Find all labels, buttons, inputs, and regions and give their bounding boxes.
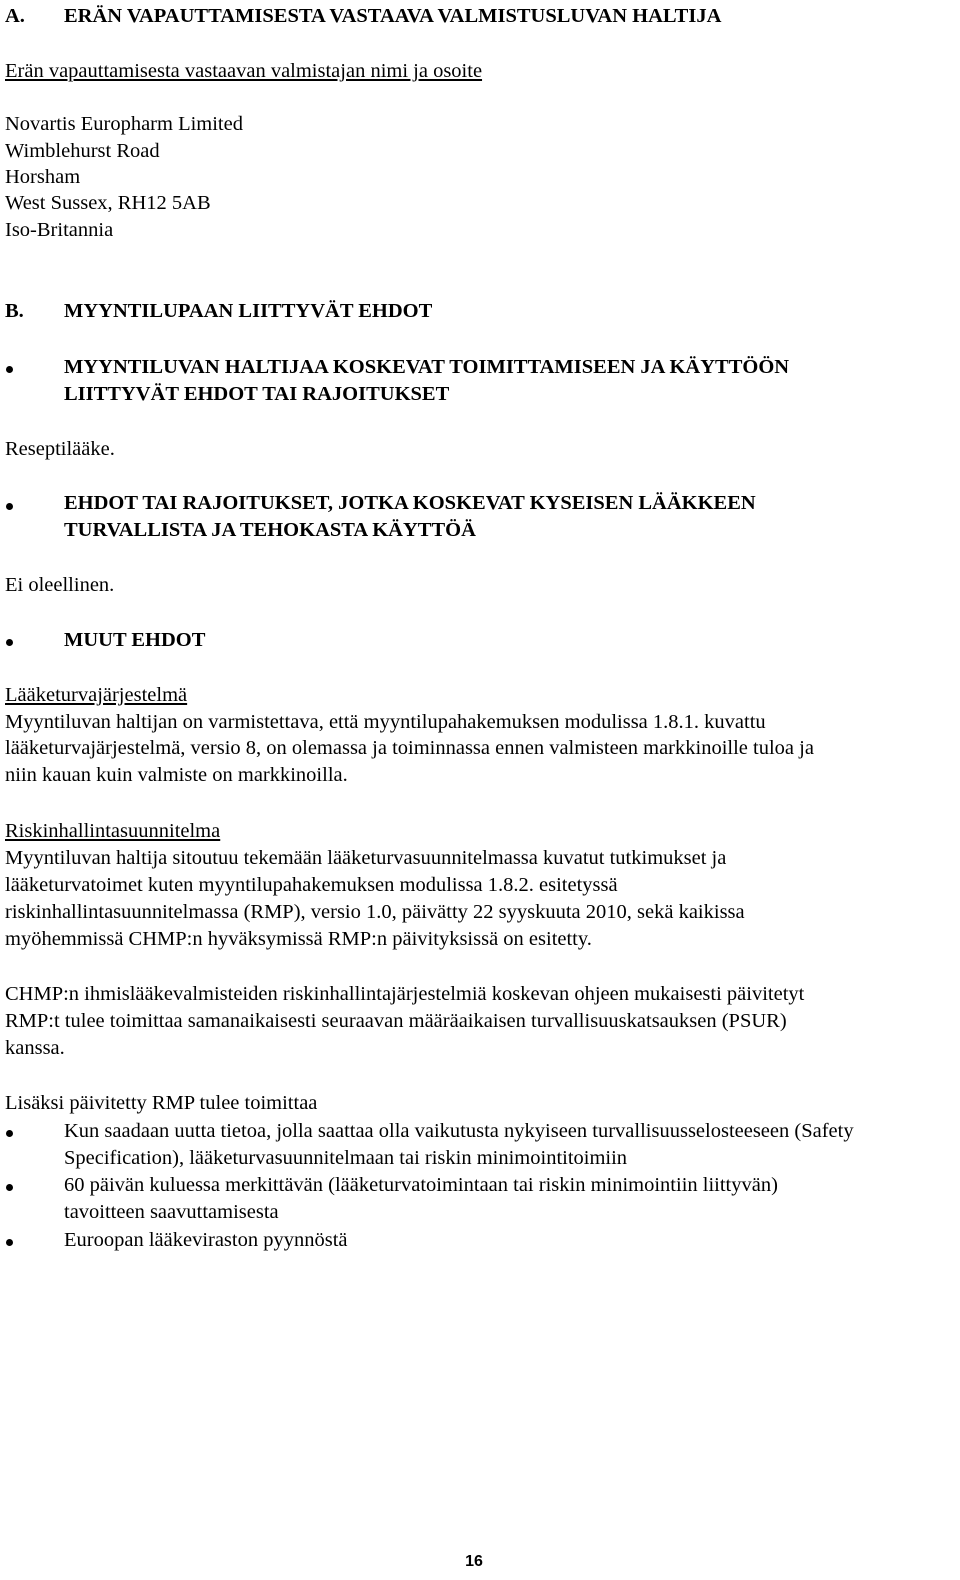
manufacturer-subheading: Erän vapauttamisesta vastaavan valmistajan nimi ja osoite — [5, 60, 483, 82]
section-b-heading: MYYNTILUPAAN LIITTYVÄT EHDOT — [64, 300, 433, 322]
pharmacovigilance-line: lääketurvajärjestelmä, versio 8, on olemassa ja toiminnassa ennen valmisteen markkinoille tuloa ja — [5, 737, 814, 759]
list-item-line: 60 päivän kuluessa merkittävän (lääketurvatoimintaan tai riskin minimointiin liittyvän) — [64, 1174, 778, 1196]
section-a-number: A. — [5, 5, 25, 27]
list-item-line: tavoitteen saavuttamisesta — [64, 1201, 279, 1223]
bullet3-heading: MUUT EHDOT — [64, 629, 206, 651]
pharmacovigilance-line: niin kauan kuin valmiste on markkinoilla. — [5, 764, 348, 786]
rmp-line: riskinhallintasuunnitelmassa (RMP), versio 1.0, päivätty 22 syyskuuta 2010, sekä kaikissa — [5, 901, 745, 923]
section-a-heading: ERÄN VAPAUTTAMISESTA VASTAAVA VALMISTUSLUVAN HALTIJA — [64, 5, 722, 27]
bullet-icon — [6, 1130, 13, 1137]
address-line: Novartis Europharm Limited — [5, 113, 243, 135]
rmp-line: lääketurvatoimet kuten myyntilupahakemuksen modulissa 1.8.2. esitetyssä — [5, 874, 618, 896]
pharmacovigilance-line: Myyntiluvan haltijan on varmistettava, että myyntilupahakemuksen modulissa 1.8.1. kuvattu — [5, 711, 766, 733]
chmp-line: RMP:t tulee toimittaa samanaikaisesti seuraavan määräaikaisen turvallisuuskatsauksen (PSUR) — [5, 1010, 787, 1032]
pharmacovigilance-title: Lääketurvajärjestelmä — [5, 684, 188, 706]
list-item-line: Specification), lääketurvasuunnitelmaan tai riskin minimointitoimiin — [64, 1147, 628, 1169]
address-line: West Sussex, RH12 5AB — [5, 192, 211, 214]
bullet-icon — [6, 1184, 13, 1191]
bullet2-heading-line: TURVALLISTA JA TEHOKASTA KÄYTTÖÄ — [64, 519, 476, 541]
chmp-line: CHMP:n ihmislääkevalmisteiden riskinhallintajärjestelmiä koskevan ohjeen mukaisesti päivitetyt — [5, 983, 805, 1005]
list-item-line: Kun saadaan uutta tietoa, jolla saattaa olla vaikutusta nykyiseen turvallisuusselosteeseen (Safety — [64, 1120, 854, 1142]
bullet-icon — [6, 639, 13, 646]
rmp-line: myöhemmissä CHMP:n hyväksymissä RMP:n päivityksissä on esitetty. — [5, 928, 592, 950]
rmp-title: Riskinhallintasuunnitelma — [5, 820, 221, 842]
bullet-icon — [6, 366, 13, 373]
address-line: Horsham — [5, 166, 81, 188]
bullet-icon — [6, 503, 13, 510]
page-number: 16 — [465, 1553, 483, 1570]
additional-intro: Lisäksi päivitetty RMP tulee toimittaa — [5, 1092, 318, 1114]
address-line: Wimblehurst Road — [5, 140, 160, 162]
bullet2-text: Ei oleellinen. — [5, 574, 115, 596]
section-b-number: B. — [5, 300, 24, 322]
bullet1-heading-line: LIITTYVÄT EHDOT TAI RAJOITUKSET — [64, 383, 450, 405]
rmp-line: Myyntiluvan haltija sitoutuu tekemään lääketurvasuunnitelmassa kuvatut tutkimukset ja — [5, 847, 727, 869]
bullet1-text: Reseptilääke. — [5, 438, 115, 460]
bullet2-heading-line: EHDOT TAI RAJOITUKSET, JOTKA KOSKEVAT KYSEISEN LÄÄKKEEN — [64, 492, 756, 514]
list-item-line: Euroopan lääkeviraston pyynnöstä — [64, 1229, 348, 1251]
chmp-line: kanssa. — [5, 1037, 65, 1059]
bullet1-heading-line: MYYNTILUVAN HALTIJAA KOSKEVAT TOIMITTAMISEEN JA KÄYTTÖÖN — [64, 356, 790, 378]
address-line: Iso-Britannia — [5, 219, 114, 241]
bullet-icon — [6, 1239, 13, 1246]
